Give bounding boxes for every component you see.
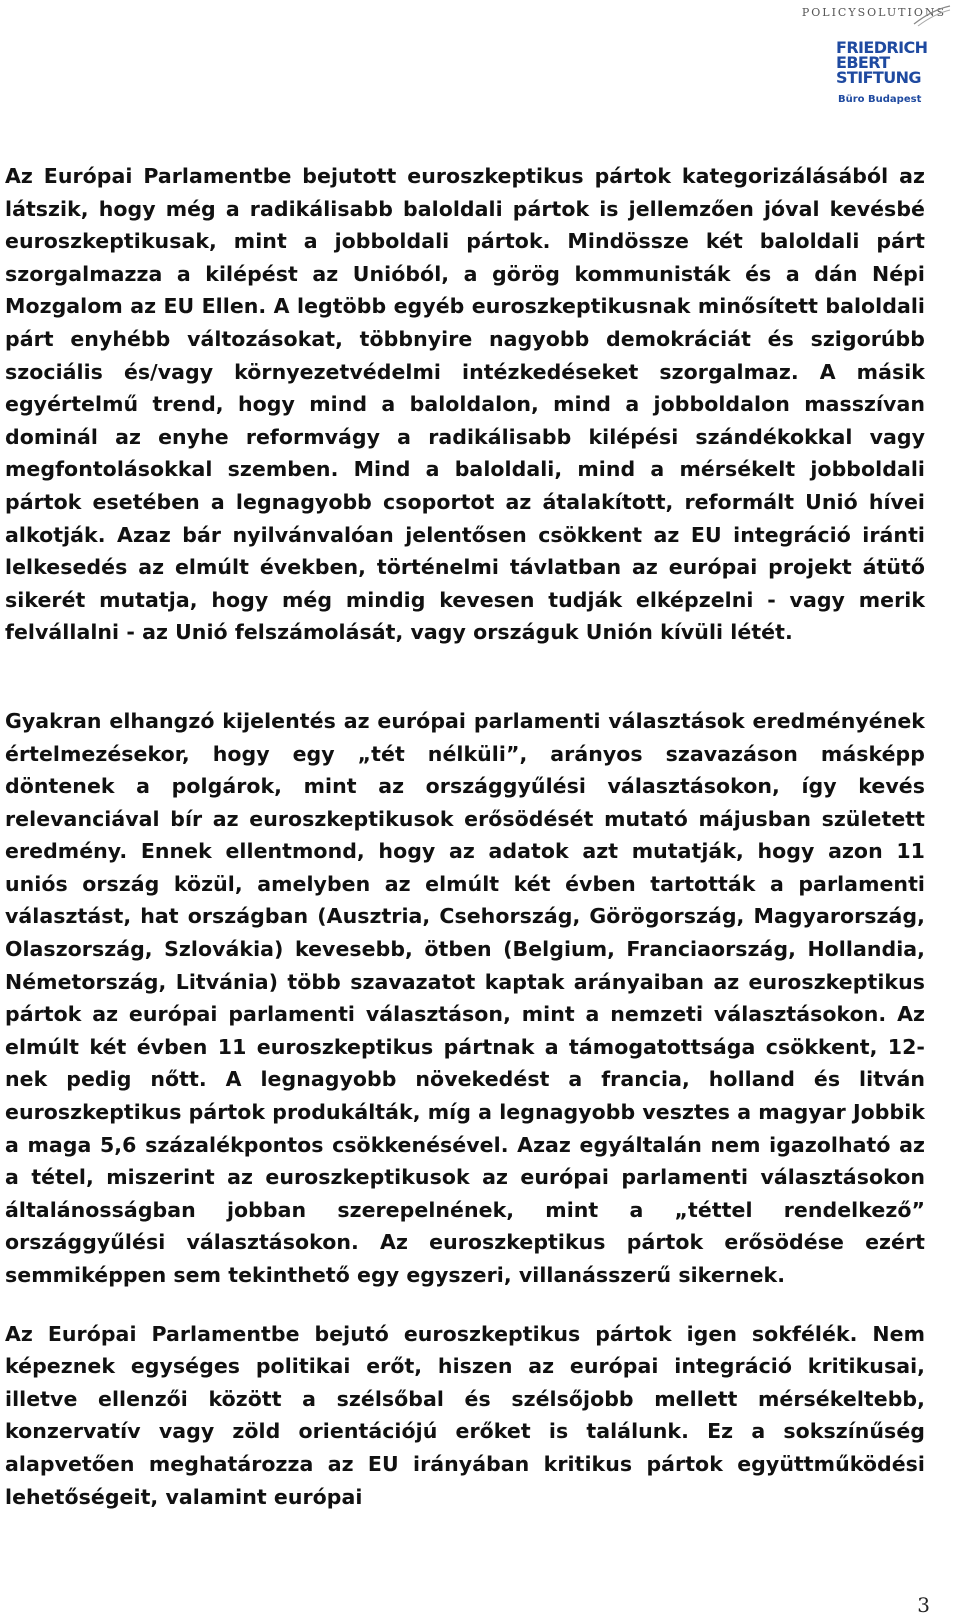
page-number: 3 [917, 1593, 930, 1617]
policy-solutions-swoosh-icon [912, 4, 952, 28]
paragraph-2: Gyakran elhangzó kijelentés az európai parlamenti választások eredményének értelmezésekor, hogy egy „tét nélküli”, arányos szavazáson másképp döntenek a polgárok, mint az országgyűlési választásokon, így kevés relevanciával bír az euroszkeptikusok erősödését mutató májusban született eredmény. Ennek ellentmond, hogy az adatok azt mutatják, hogy azon 11 uniós ország közül, amelyben az elmúlt két évben tartották a parlamenti választást, hat országban (Ausztria, Csehország, Görögország, Magyarország, Olaszország, Szlovákia) kevesebb, ötben (Belgium, Franciaország, Hollandia, Németország, Litvánia) több szavazatot kaptak arányaiban az euroszkeptikus pártok az európai parlamenti választáson, mint a nemzeti választásokon. Az elmúlt két évben 11 euroszkeptikus pártnak a támogatottsága csökkent, 12-nek pedig nőtt. A legnagyobb növekedést a francia, holland és litván euroszkeptikus pártok produkálták, míg a legnagyobb vesztes a magyar Jobbik a maga 5,6 százalékpontos csökkenésével. Azaz egyáltalán nem igazolható az a tétel, miszerint az euroszkeptikusok az európai parlamenti választásokon általánosságban jobban szerepelnének, mint a „téttel rendelkező” országgyűlési választásokon. Az euroszkeptikus pártok erősödése ezért semmiképpen sem tekinthető egy egyszeri, villanásszerű sikernek. [5, 708, 925, 1287]
fes-logo-line-2: EBERT [836, 53, 890, 72]
fes-logo-line-3: STIFTUNG [836, 68, 921, 87]
fes-logo [836, 40, 927, 85]
paragraph-3: Az Európai Parlamentbe bejutó euroszkeptikus pártok igen sokfélék. Nem képeznek egységes politikai erőt, hiszen az európai integráció kritikusai, illetve ellenzői között a szélsőbal és szélsőjobb mellett mérsékeltebb, konzervatív vagy zöld orientációjú erőket is találunk. Ez a sokszínűség alapvetően meghatározza az EU irányában kritikus pártok együttműködési lehetőségeit, valamint európai [5, 1321, 925, 1509]
fes-subtitle: Büro Budapest [838, 94, 922, 105]
fes-logo-line-1: FRIEDRICH [836, 38, 928, 57]
policy-solutions-logo: POLICYSOLUTIONS [801, 6, 946, 19]
header-logos [780, 0, 960, 120]
document-body [5, 160, 925, 1513]
paragraph-1: Az Európai Parlamentbe bejutott euroszkeptikus pártok kategorizálásából az látszik, hogy még a radikálisabb baloldali pártok is jellemzően jóval kevésbé euroszkeptikusak, mint a jobboldali pártok. Mindössze két baloldali párt szorgalmazza a kilépést az Unióból, a görög kommunisták és a dán Népi Mozgalom az EU Ellen. A legtöbb egyéb euroszkeptikusnak minősített baloldali párt enyhébb változásokat, többnyire nagyobb demokráciát és szigorúbb szociális és/vagy környezetvédelmi intézkedéseket szorgalmaz. A másik egyértelmű trend, hogy mind a baloldalon, mind a jobboldalon masszívan dominál az enyhe reformvágy a radikálisabb kilépési szándékokkal vagy megfontolásokkal szemben. Mind a baloldali, mind a mérsékelt jobboldali pártok esetében a legnagyobb csoportot az átalakított, reformált Unió hívei alkotják. Azaz bár nyilvánvalóan jelentősen csökkent az EU integráció iránti lelkesedés az elmúlt években, történelmi távlatban az európai projekt átütő sikerét mutatja, hogy még mindig kevesen tudják elképzelni - vagy merik felvállalni - az Unió felszámolását, vagy országuk Unión kívüli létét. [5, 164, 925, 645]
